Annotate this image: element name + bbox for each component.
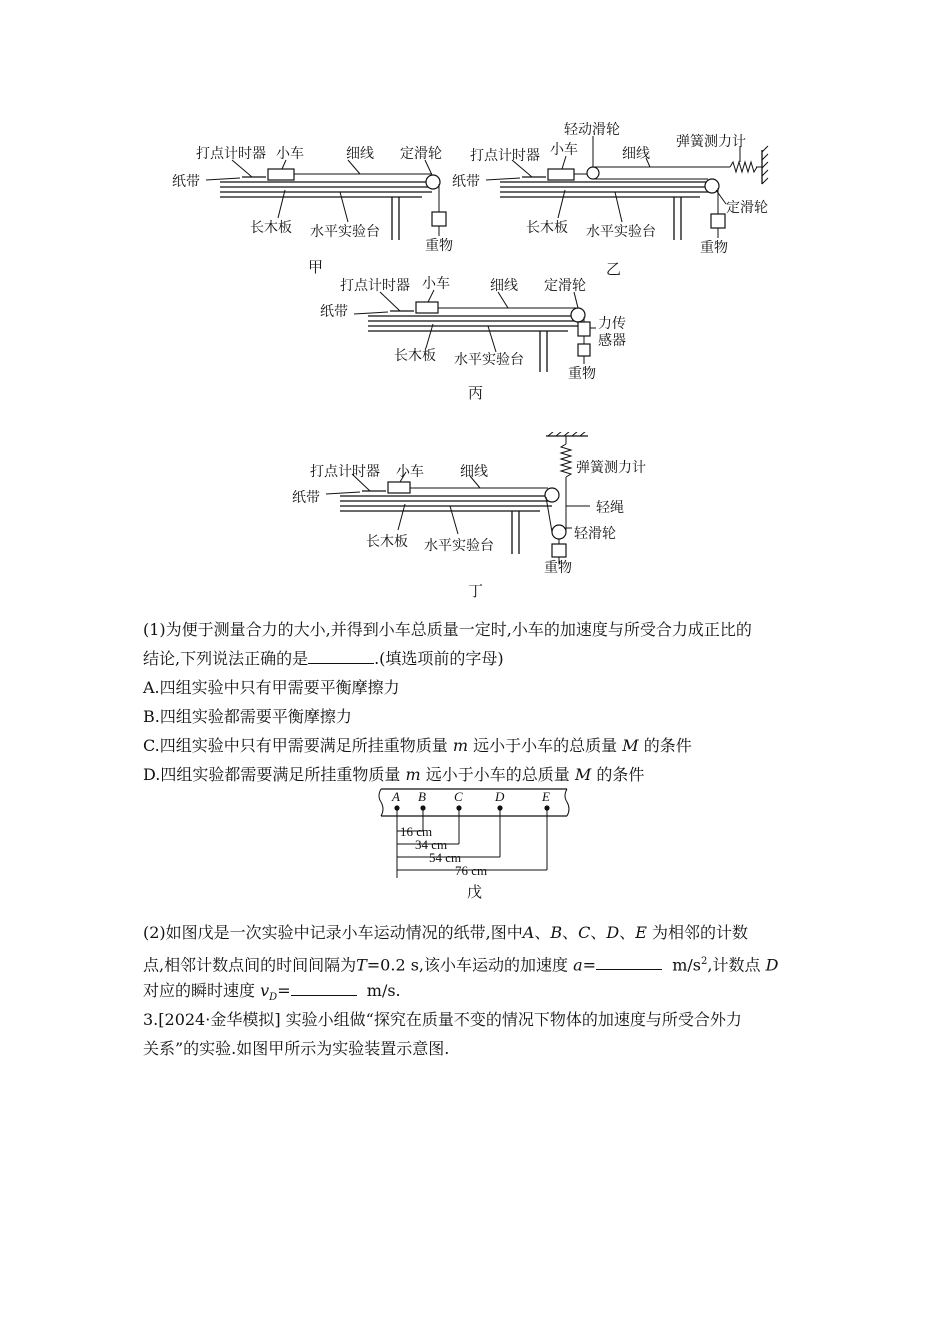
jia-board-label: 长木板 <box>250 220 292 236</box>
q2-line-3: 对应的瞬时速度 $v_D= m/s$. <box>143 976 823 1005</box>
q1-option-c: C.四组实验中只有甲需要满足所挂重物质量 m 远小于小车的总质量 M 的条件 <box>143 736 692 755</box>
q3-line-1: 3.[2024·金华模拟] 实验小组做“探究在质量不变的情况下物体的加速度与所受合外力 <box>143 1010 742 1029</box>
bing-tape-label: 纸带 <box>320 304 348 320</box>
tape-label-e: E <box>542 789 550 804</box>
tape-label-d: D <box>495 789 505 804</box>
tape-label-c: C <box>454 789 463 804</box>
q3-line-2: 关系”的实验.如图甲所示为实验装置示意图. <box>143 1039 450 1058</box>
question-1 <box>143 615 823 789</box>
ding-tape-label: 纸带 <box>292 490 320 506</box>
figure-bing <box>318 272 648 402</box>
figure-jia <box>170 140 460 275</box>
jia-tape-label: 纸带 <box>172 174 200 190</box>
ding-string-label: 细线 <box>460 464 488 480</box>
tape-point-c <box>456 805 461 810</box>
question-2 <box>143 918 823 1005</box>
bing-sensor-label-1: 力传 <box>598 316 626 332</box>
jia-string-label: 细线 <box>346 146 374 162</box>
question-3 <box>143 1005 823 1063</box>
yi-string-label: 细线 <box>622 146 650 162</box>
jia-pulley-label: 定滑轮 <box>400 146 442 162</box>
yi-cart-label: 小车 <box>550 142 578 158</box>
jia-weight-label: 重物 <box>425 238 453 254</box>
ding-caption: 丁 <box>468 582 484 600</box>
yi-table-label: 水平实验台 <box>586 224 656 240</box>
q1-answer-blank[interactable] <box>308 645 374 664</box>
jia-timer-label: 打点计时器 <box>196 146 266 162</box>
q1-stem-line-2: 结论,下列说法正确的是 .(填选项前的字母) <box>143 644 823 673</box>
jia-table-label: 水平实验台 <box>310 224 380 240</box>
bing-caption: 丙 <box>468 384 484 402</box>
q2-acceleration-blank[interactable] <box>596 951 662 970</box>
bing-table-label: 水平实验台 <box>454 352 524 368</box>
jia-caption: 甲 <box>308 258 324 275</box>
wu-caption: 戊 <box>467 883 483 901</box>
jia-cart-label: 小车 <box>276 146 304 162</box>
ding-rope-label: 轻绳 <box>596 500 624 516</box>
tape-distance-ab: 16 cm <box>400 824 433 839</box>
yi-movable-pulley-label: 轻动滑轮 <box>564 122 620 138</box>
ding-light-pulley-label: 轻滑轮 <box>574 526 616 542</box>
q1-option-a: A.四组实验中只有甲需要平衡摩擦力 <box>143 678 400 697</box>
tape-point-d <box>497 805 502 810</box>
tape-label-a: A <box>392 789 400 804</box>
q1-option-d: D.四组实验都需要满足所挂重物质量 m 远小于小车的总质量 M 的条件 <box>143 765 645 784</box>
tape-distance-ae: 76 cm <box>455 863 488 878</box>
bing-board-label: 长木板 <box>394 348 436 364</box>
yi-pulley-label: 定滑轮 <box>726 200 768 216</box>
bing-weight-label: 重物 <box>568 366 596 382</box>
ding-table-label: 水平实验台 <box>424 538 494 554</box>
yi-board-label: 长木板 <box>526 220 568 236</box>
tape-label-b: B <box>418 789 426 804</box>
q1-option-b: B.四组实验都需要平衡摩擦力 <box>143 707 352 726</box>
ding-cart-label: 小车 <box>396 464 424 480</box>
figure-wu-tape <box>375 786 575 904</box>
yi-spring-scale-label: 弹簧测力计 <box>676 134 746 150</box>
yi-caption: 乙 <box>606 260 622 278</box>
tape-distance-ad: 54 cm <box>429 850 462 865</box>
ding-timer-label: 打点计时器 <box>310 464 380 480</box>
q2-line-1: (2)如图戊是一次实验中记录小车运动情况的纸带,图中A、B、C、D、E 为相邻的计数 <box>143 923 749 942</box>
q2-velocity-blank[interactable] <box>291 977 357 996</box>
ding-board-label: 长木板 <box>366 534 408 550</box>
bing-string-label: 细线 <box>490 278 518 294</box>
ding-spring-scale-label: 弹簧测力计 <box>576 460 646 476</box>
yi-weight-label: 重物 <box>700 240 728 256</box>
yi-timer-label: 打点计时器 <box>470 148 540 164</box>
tape-point-a <box>394 805 399 810</box>
tape-point-b <box>420 805 425 810</box>
figure-yi <box>450 118 790 278</box>
bing-pulley-label: 定滑轮 <box>544 278 586 294</box>
q2-line-2: 点,相邻计数点间的时间间隔为T=0.2 s,该小车运动的加速度 $a= m/s^2$,计数点 D <box>143 947 823 976</box>
bing-cart-label: 小车 <box>422 276 450 292</box>
yi-tape-label: 纸带 <box>452 174 480 190</box>
q1-stem-line-1: (1)为便于测量合力的大小,并得到小车总质量一定时,小车的加速度与所受合力成正比的 <box>143 620 752 639</box>
figure-ding <box>290 432 670 602</box>
bing-timer-label: 打点计时器 <box>340 278 410 294</box>
tape-point-e <box>544 805 549 810</box>
bing-sensor-label-2: 感器 <box>598 333 626 349</box>
tape-distance-ac: 34 cm <box>415 837 448 852</box>
ding-weight-label: 重物 <box>544 560 572 576</box>
